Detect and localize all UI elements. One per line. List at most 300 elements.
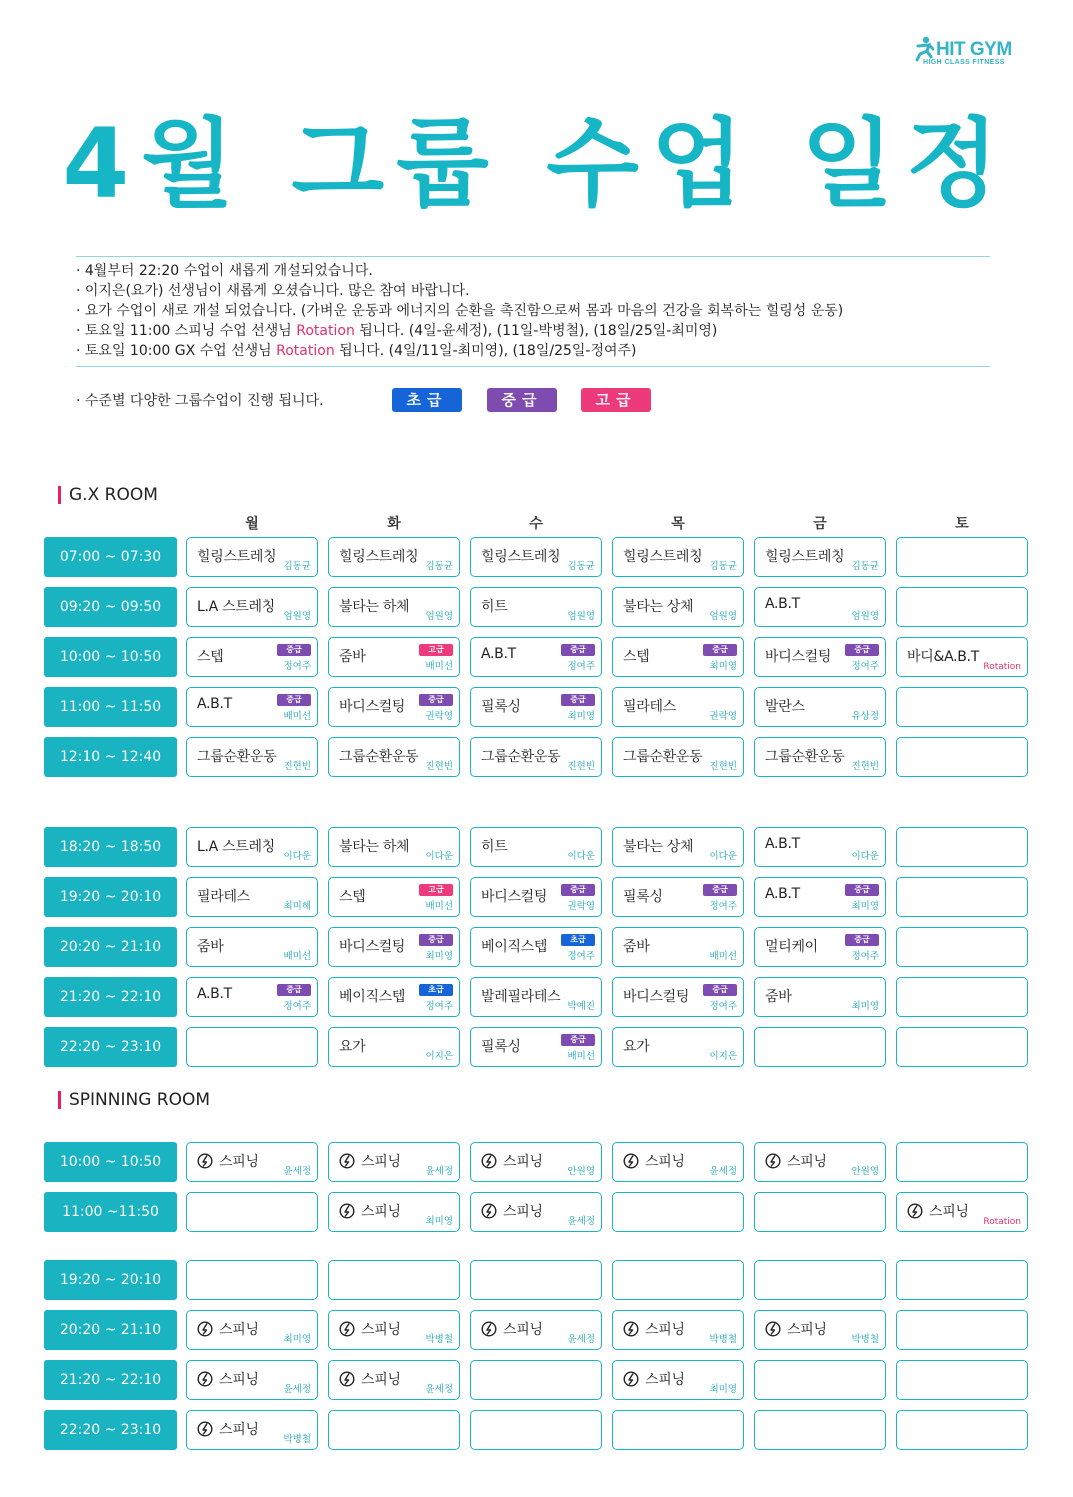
level-badge-intermediate: 중급 (487, 388, 557, 412)
instructor-name: 윤세정 (425, 1166, 453, 1177)
class-cell (470, 637, 602, 677)
class-name: 그룹순환운동 (197, 749, 277, 765)
empty-cell (186, 1260, 318, 1300)
day-header: 토 (955, 516, 969, 532)
class-name: 요가 (623, 1039, 650, 1055)
instructor-name: 최미해 (283, 901, 311, 912)
empty-cell (896, 1142, 1028, 1182)
spinning-bike-icon (623, 1321, 639, 1337)
class-cell (612, 737, 744, 777)
instructor-name: 엄원영 (567, 611, 595, 622)
class-cell (612, 537, 744, 577)
logo-brand: HIT GYM (936, 39, 1012, 60)
class-cell (186, 737, 318, 777)
empty-cell (896, 587, 1028, 627)
level-badge: 중급 (845, 934, 879, 946)
class-cell (186, 1142, 318, 1182)
class-name: 바디스컬팅 (339, 699, 406, 715)
spinning-bike-icon (765, 1153, 781, 1169)
class-name: 줌바 (765, 989, 792, 1005)
class-cell (612, 827, 744, 867)
class-name: 힐링스트레칭 (339, 549, 419, 565)
class-cell (470, 1142, 602, 1182)
level-badge: 고급 (419, 644, 453, 656)
class-name: A.B.T (765, 596, 800, 612)
instructor-name: Rotation (983, 1217, 1021, 1227)
time-slot: 10:00 ~ 10:50 (44, 637, 177, 677)
class-cell (612, 1142, 744, 1182)
class-name: 스피닝 (219, 1372, 259, 1388)
class-name: 그룹순환운동 (765, 749, 845, 765)
time-slot: 10:00 ~ 10:50 (44, 1142, 177, 1182)
instructor-name: 정여주 (283, 661, 311, 672)
class-name: A.B.T (481, 646, 516, 662)
empty-cell (896, 1027, 1028, 1067)
instructor-name: 정여주 (709, 901, 737, 912)
class-name: 줌바 (339, 649, 366, 665)
instructor-name: 엄원영 (851, 611, 879, 622)
class-name: A.B.T (197, 986, 232, 1002)
instructor-name: 이다운 (283, 851, 311, 862)
class-cell (328, 1027, 460, 1067)
instructor-name: 윤세정 (283, 1166, 311, 1177)
class-cell (186, 687, 318, 727)
class-name: 필록싱 (623, 889, 663, 905)
class-cell (754, 687, 886, 727)
empty-cell (754, 1027, 886, 1067)
empty-cell (470, 1360, 602, 1400)
day-header: 월 (245, 516, 259, 532)
class-cell (754, 827, 886, 867)
class-cell (186, 1410, 318, 1450)
instructor-name: 배미선 (283, 711, 311, 722)
instructor-name: 진현빈 (851, 761, 879, 772)
class-name: 스피닝 (787, 1154, 827, 1170)
hitgym-logo (914, 36, 1026, 70)
class-name: 필라테스 (623, 699, 676, 715)
instructor-name: 최미영 (425, 951, 453, 962)
instructor-name: 김동균 (709, 561, 737, 572)
instructor-name: 윤세정 (425, 1384, 453, 1395)
level-badge: 중급 (561, 884, 595, 896)
spinning-bike-icon (339, 1371, 355, 1387)
class-cell (186, 977, 318, 1017)
class-name: 스피닝 (645, 1154, 685, 1170)
empty-cell (328, 1260, 460, 1300)
page-title: 4월 그룹 수업 일정 (62, 108, 1011, 220)
class-name: 줌바 (623, 939, 650, 955)
time-slot: 19:20 ~ 20:10 (44, 1260, 177, 1300)
instructor-name: 이다운 (709, 851, 737, 862)
class-name: 바디&A.B.T (907, 649, 979, 665)
class-cell (754, 977, 886, 1017)
class-name: 히트 (481, 599, 508, 615)
instructor-name: 엄원영 (709, 611, 737, 622)
empty-cell (186, 1027, 318, 1067)
class-name: 스피닝 (503, 1322, 543, 1338)
class-name: 발란스 (765, 699, 805, 715)
instructor-name: Rotation (983, 662, 1021, 672)
class-name: 발레필라테스 (481, 989, 561, 1005)
class-cell (186, 927, 318, 967)
spinning-bike-icon (197, 1321, 213, 1337)
instructor-name: 박병철 (851, 1334, 879, 1345)
class-cell (612, 1310, 744, 1350)
time-slot: 22:20 ~ 23:10 (44, 1410, 177, 1450)
instructor-name: 진현빈 (425, 761, 453, 772)
instructor-name: 권락영 (709, 711, 737, 722)
class-name: 스피닝 (219, 1154, 259, 1170)
instructor-name: 박병철 (283, 1434, 311, 1445)
spinning-bike-icon (197, 1371, 213, 1387)
class-name: 스텝 (623, 649, 650, 665)
instructor-name: 유상정 (851, 711, 879, 722)
section-title-spinning-room: SPINNING ROOM (58, 1091, 210, 1109)
level-badge-advanced: 고급 (581, 388, 651, 412)
class-cell (186, 587, 318, 627)
time-slot: 21:20 ~ 22:10 (44, 977, 177, 1017)
class-cell (612, 1360, 744, 1400)
class-cell (470, 877, 602, 917)
spinning-bike-icon (481, 1321, 497, 1337)
level-badge: 중급 (561, 694, 595, 706)
class-name: 힐링스트레칭 (765, 549, 845, 565)
spinning-bike-icon (197, 1421, 213, 1437)
instructor-name: 정여주 (851, 951, 879, 962)
notice-text: 됩니다. (4일-윤세정), (11일-박병철), (18일/25일-최미영) (354, 323, 718, 339)
class-cell (328, 587, 460, 627)
class-cell (612, 687, 744, 727)
time-slot: 09:20 ~ 09:50 (44, 587, 177, 627)
instructor-name: 안원영 (567, 1166, 595, 1177)
class-cell (612, 927, 744, 967)
class-name: 불타는 상체 (623, 839, 694, 855)
class-cell (470, 977, 602, 1017)
class-name: 요가 (339, 1039, 366, 1055)
spinning-bike-icon (623, 1153, 639, 1169)
class-cell (470, 587, 602, 627)
class-cell (754, 537, 886, 577)
instructor-name: 정여주 (709, 1001, 737, 1012)
empty-cell (754, 1192, 886, 1232)
class-name: 스피닝 (645, 1322, 685, 1338)
class-name: 스피닝 (361, 1372, 401, 1388)
instructor-name: 배미선 (283, 951, 311, 962)
class-cell (328, 927, 460, 967)
instructor-name: 엄원영 (425, 611, 453, 622)
class-name: L.A 스트레칭 (197, 599, 275, 615)
class-cell (328, 1142, 460, 1182)
class-name: 바디스컬팅 (481, 889, 548, 905)
class-name: 스피닝 (361, 1204, 401, 1220)
instructor-name: 정여주 (283, 1001, 311, 1012)
class-cell (754, 877, 886, 917)
spinning-bike-icon (481, 1203, 497, 1219)
level-badge: 중급 (703, 644, 737, 656)
notice-list (76, 261, 843, 361)
class-name: 바디스컬팅 (339, 939, 406, 955)
instructor-name: 정여주 (567, 661, 595, 672)
empty-cell (470, 1260, 602, 1300)
class-name: 줌바 (197, 939, 224, 955)
instructor-name: 이지은 (709, 1051, 737, 1062)
instructor-name: 김동균 (851, 561, 879, 572)
time-slot: 20:20 ~ 21:10 (44, 1310, 177, 1350)
class-cell (896, 637, 1028, 677)
instructor-name: 최미영 (709, 1384, 737, 1395)
class-cell (470, 687, 602, 727)
instructor-name: 이다운 (567, 851, 595, 862)
instructor-name: 진현빈 (709, 761, 737, 772)
level-badge: 중급 (277, 984, 311, 996)
instructor-name: 김동균 (567, 561, 595, 572)
instructor-name: 이다운 (851, 851, 879, 862)
spinning-bike-icon (907, 1203, 923, 1219)
class-cell (328, 827, 460, 867)
class-cell (612, 877, 744, 917)
class-name: 힐링스트레칭 (623, 549, 703, 565)
empty-cell (896, 1410, 1028, 1450)
instructor-name: 최미영 (283, 1334, 311, 1345)
level-badge: 중급 (419, 934, 453, 946)
class-cell (186, 637, 318, 677)
instructor-name: 배미선 (567, 1051, 595, 1062)
notice-item: · 4월부터 22:20 수업이 새롭게 개설되었습니다. (76, 263, 373, 279)
class-name: 멀티케이 (765, 939, 818, 955)
class-cell (612, 587, 744, 627)
time-slot: 12:10 ~ 12:40 (44, 737, 177, 777)
class-name: 필라테스 (197, 889, 250, 905)
class-cell (470, 737, 602, 777)
instructor-name: 박병철 (709, 1334, 737, 1345)
instructor-name: 윤세정 (709, 1166, 737, 1177)
notice-text: · 토요일 10:00 GX 수업 선생님 (76, 343, 277, 359)
class-name: 그룹순환운동 (623, 749, 703, 765)
class-cell (328, 687, 460, 727)
class-name: 불타는 하체 (339, 599, 410, 615)
class-cell (754, 1310, 886, 1350)
instructor-name: 최미영 (425, 1216, 453, 1227)
divider (76, 366, 990, 367)
class-name: 그룹순환운동 (481, 749, 561, 765)
class-name: 베이직스텝 (339, 989, 406, 1005)
level-badge: 중급 (561, 1034, 595, 1046)
class-name: 필록싱 (481, 1039, 521, 1055)
class-cell (612, 1027, 744, 1067)
day-header: 화 (387, 516, 401, 532)
instructor-name: 정여주 (851, 661, 879, 672)
class-name: 바디스컬팅 (623, 989, 690, 1005)
spinning-bike-icon (339, 1153, 355, 1169)
level-badge: 중급 (703, 884, 737, 896)
instructor-name: 윤세정 (283, 1384, 311, 1395)
empty-cell (896, 827, 1028, 867)
time-slot: 20:20 ~ 21:10 (44, 927, 177, 967)
class-name: 힐링스트레칭 (481, 549, 561, 565)
empty-cell (896, 1310, 1028, 1350)
time-slot: 18:20 ~ 18:50 (44, 827, 177, 867)
instructor-name: 배미선 (425, 901, 453, 912)
class-cell (754, 927, 886, 967)
instructor-name: 안원영 (851, 1166, 879, 1177)
level-badge: 중급 (277, 694, 311, 706)
notice-text: 됩니다. (4일/11일-최미영), (18일/25일-정여주) (334, 343, 637, 359)
empty-cell (612, 1260, 744, 1300)
divider (76, 256, 990, 257)
empty-cell (612, 1410, 744, 1450)
instructor-name: 김동균 (425, 561, 453, 572)
time-slot: 07:00 ~ 07:30 (44, 537, 177, 577)
level-badge: 중급 (703, 984, 737, 996)
level-intro: · 수준별 다양한 그룹수업이 진행 됩니다. (76, 393, 324, 409)
spinning-bike-icon (339, 1203, 355, 1219)
class-name: A.B.T (765, 836, 800, 852)
level-badge: 중급 (419, 694, 453, 706)
notice-item: · 요가 수업이 새로 개설 되었습니다. (가벼운 운동과 에너지의 순환을 촉진함으로써 몸과 마음의 건강을 회복하는 힐링성 운동) (76, 303, 844, 319)
empty-cell (896, 927, 1028, 967)
class-cell (470, 1027, 602, 1067)
class-name: 힐링스트레칭 (197, 549, 277, 565)
instructor-name: 최미영 (851, 901, 879, 912)
empty-cell (896, 977, 1028, 1017)
empty-cell (896, 737, 1028, 777)
instructor-name: 배미선 (709, 951, 737, 962)
class-cell (470, 1310, 602, 1350)
class-cell (328, 1310, 460, 1350)
instructor-name: 최미영 (851, 1001, 879, 1012)
instructor-name: 권락영 (425, 711, 453, 722)
class-name: 스텝 (197, 649, 224, 665)
empty-cell (328, 1410, 460, 1450)
class-name: 스피닝 (219, 1322, 259, 1338)
class-cell (186, 537, 318, 577)
instructor-name: 이다운 (425, 851, 453, 862)
time-slot: 11:00 ~11:50 (44, 1192, 177, 1232)
class-name: A.B.T (765, 886, 800, 902)
class-name: 베이직스텝 (481, 939, 548, 955)
instructor-name: 엄원영 (283, 611, 311, 622)
rotation-text: Rotation (276, 343, 335, 359)
level-badge: 중급 (845, 644, 879, 656)
level-badge: 중급 (277, 644, 311, 656)
class-cell (186, 1360, 318, 1400)
empty-cell (896, 537, 1028, 577)
empty-cell (754, 1410, 886, 1450)
class-cell (470, 537, 602, 577)
level-badge: 초급 (419, 984, 453, 996)
spinning-bike-icon (765, 1321, 781, 1337)
empty-cell (754, 1360, 886, 1400)
level-badge: 초급 (561, 934, 595, 946)
class-name: 스피닝 (929, 1204, 969, 1220)
notice-item (76, 321, 843, 341)
instructor-name: 김동균 (283, 561, 311, 572)
class-cell (470, 1192, 602, 1232)
level-badge: 중급 (561, 644, 595, 656)
instructor-name: 최미영 (567, 711, 595, 722)
time-slot: 19:20 ~ 20:10 (44, 877, 177, 917)
class-cell (754, 737, 886, 777)
spinning-bike-icon (339, 1321, 355, 1337)
instructor-name: 진현빈 (567, 761, 595, 772)
class-cell (186, 827, 318, 867)
class-name: L.A 스트레칭 (197, 839, 275, 855)
rotation-text: Rotation (296, 323, 355, 339)
class-name: 스피닝 (361, 1322, 401, 1338)
class-name: 그룹순환운동 (339, 749, 419, 765)
class-cell (186, 1310, 318, 1350)
level-badge-beginner: 초급 (392, 388, 462, 412)
class-name: 스텝 (339, 889, 366, 905)
class-cell (328, 537, 460, 577)
instructor-name: 배미선 (425, 661, 453, 672)
instructor-name: 최미영 (709, 661, 737, 672)
class-cell (612, 637, 744, 677)
instructor-name: 박예진 (567, 1001, 595, 1012)
instructor-name: 윤세정 (567, 1216, 595, 1227)
class-cell (754, 637, 886, 677)
class-cell (470, 827, 602, 867)
class-name: 불타는 상체 (623, 599, 694, 615)
class-name: 히트 (481, 839, 508, 855)
class-name: 스피닝 (503, 1204, 543, 1220)
day-header: 수 (529, 516, 543, 532)
instructor-name: 진현빈 (283, 761, 311, 772)
class-cell (896, 1192, 1028, 1232)
instructor-name: 이지은 (425, 1051, 453, 1062)
time-slot: 22:20 ~ 23:10 (44, 1027, 177, 1067)
class-name: 스피닝 (361, 1154, 401, 1170)
instructor-name: 권락영 (567, 901, 595, 912)
notice-text: · 토요일 11:00 스피닝 수업 선생님 (76, 323, 297, 339)
empty-cell (896, 687, 1028, 727)
empty-cell (470, 1410, 602, 1450)
instructor-name: 박병철 (425, 1334, 453, 1345)
class-name: 스피닝 (503, 1154, 543, 1170)
class-cell (470, 927, 602, 967)
class-name: 스피닝 (645, 1372, 685, 1388)
class-name: 필록싱 (481, 699, 521, 715)
class-cell (754, 1142, 886, 1182)
class-cell (328, 877, 460, 917)
logo-tagline: HIGH CLASS FITNESS (923, 59, 1005, 66)
class-cell (328, 737, 460, 777)
instructor-name: 정여주 (425, 1001, 453, 1012)
class-cell (328, 1360, 460, 1400)
class-cell (754, 587, 886, 627)
class-name: 바디스컬팅 (765, 649, 832, 665)
empty-cell (896, 1360, 1028, 1400)
time-slot: 11:00 ~ 11:50 (44, 687, 177, 727)
time-slot: 21:20 ~ 22:10 (44, 1360, 177, 1400)
notice-item (76, 341, 843, 361)
day-header: 금 (813, 516, 827, 532)
empty-cell (612, 1192, 744, 1232)
day-header: 목 (671, 516, 685, 532)
class-name: A.B.T (197, 696, 232, 712)
spinning-bike-icon (623, 1371, 639, 1387)
class-cell (328, 637, 460, 677)
spinning-bike-icon (197, 1153, 213, 1169)
level-badge: 중급 (845, 884, 879, 896)
empty-cell (896, 877, 1028, 917)
empty-cell (186, 1192, 318, 1232)
empty-cell (896, 1260, 1028, 1300)
class-cell (328, 977, 460, 1017)
instructor-name: 정여주 (567, 951, 595, 962)
class-name: 스피닝 (219, 1422, 259, 1438)
level-badge: 고급 (419, 884, 453, 896)
